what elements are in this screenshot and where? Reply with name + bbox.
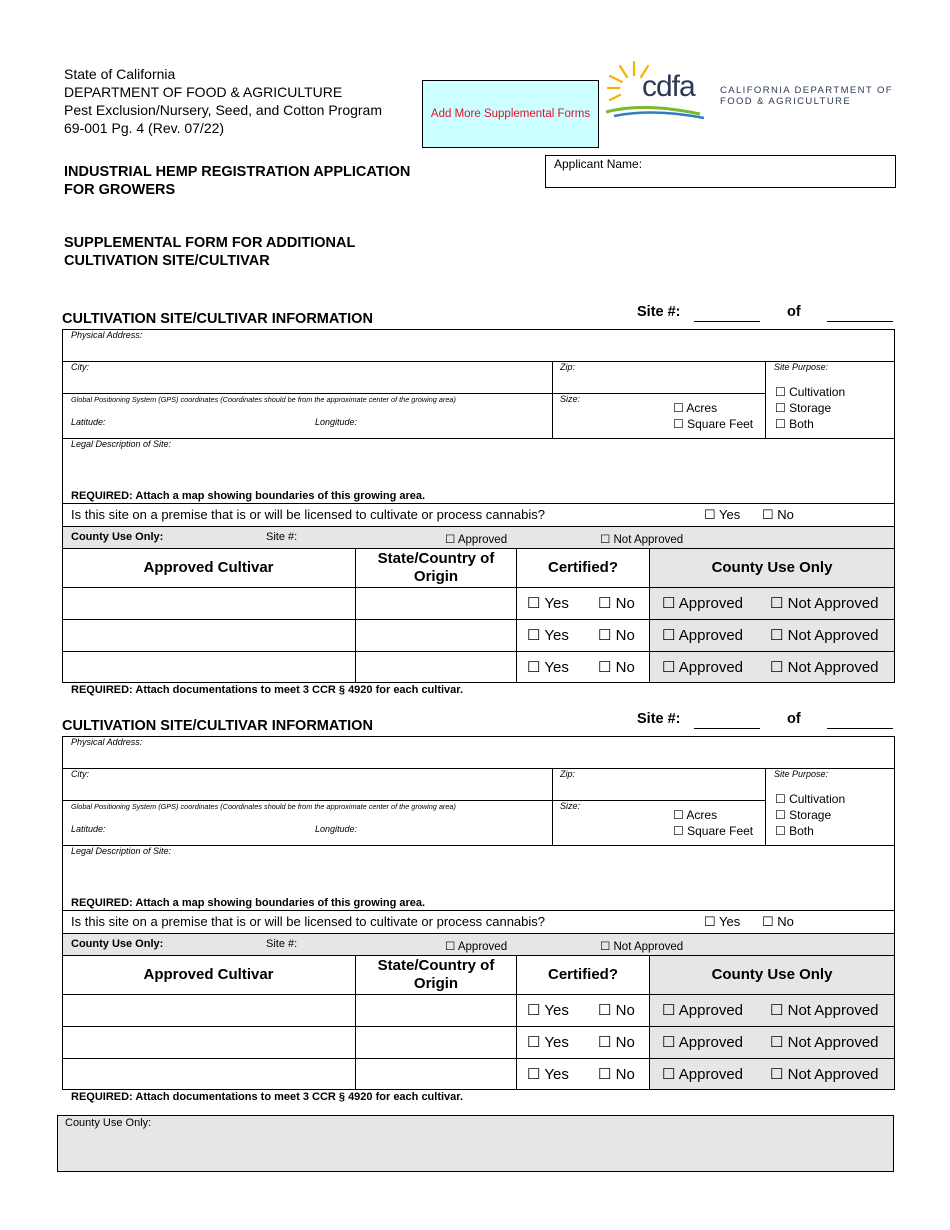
gps-label: Global Positioning System (GPS) coordinates (Coordinates should be from the approximate center of the growing area) bbox=[71, 802, 456, 811]
row-not-approved-checkbox-row-1[interactable]: ☐ Not Approved bbox=[770, 595, 879, 612]
site-number-input[interactable] bbox=[694, 728, 760, 729]
row-approved-checkbox-row-3[interactable]: ☐ Approved bbox=[662, 659, 743, 676]
zip-label: Zip: bbox=[560, 362, 576, 372]
row-approved-checkbox-row-2[interactable]: ☐ Approved bbox=[662, 1034, 743, 1051]
section-heading: CULTIVATION SITE/CULTIVAR INFORMATION bbox=[62, 718, 373, 734]
form-title-line-2: FOR GROWERS bbox=[64, 182, 176, 198]
col-approved-cultivar: Approved Cultivar bbox=[143, 559, 274, 576]
origin-input-row-1[interactable] bbox=[356, 995, 516, 1026]
row-not-approved-checkbox-row-2[interactable]: ☐ Not Approved bbox=[770, 1034, 879, 1051]
certified-yes-checkbox-row-2[interactable]: ☐ Yes bbox=[527, 627, 569, 644]
site-number-input[interactable] bbox=[694, 321, 760, 322]
logo-org-line-1: CALIFORNIA DEPARTMENT OF bbox=[720, 85, 893, 96]
origin-input-row-2[interactable] bbox=[356, 1027, 516, 1058]
certified-no-checkbox-row-1[interactable]: ☐ No bbox=[598, 1002, 635, 1019]
cultivar-input-row-2[interactable] bbox=[63, 1027, 355, 1058]
physical-address-input[interactable] bbox=[63, 341, 894, 361]
cannabis-question: Is this site on a premise that is or will be licensed to cultivate or process cannabis? bbox=[71, 507, 546, 522]
add-supplemental-forms-button[interactable]: Add More Supplemental Forms bbox=[422, 80, 599, 148]
cultivation-checkbox[interactable]: ☐ Cultivation bbox=[775, 792, 846, 806]
site-number-label: Site #: bbox=[637, 304, 681, 320]
row-approved-checkbox-row-1[interactable]: ☐ Approved bbox=[662, 595, 743, 612]
cultivar-input-row-1[interactable] bbox=[63, 588, 355, 619]
row-approved-checkbox-row-2[interactable]: ☐ Approved bbox=[662, 627, 743, 644]
cannabis-no-checkbox[interactable]: ☐ No bbox=[762, 507, 794, 522]
cultivation-site-section-2 bbox=[0, 710, 950, 1110]
legal-description-label: Legal Description of Site: bbox=[71, 846, 172, 856]
gps-label: Global Positioning System (GPS) coordinates (Coordinates should be from the approximate center of the growing area) bbox=[71, 395, 456, 404]
legal-description-input[interactable] bbox=[63, 451, 894, 487]
county-use-label: County Use Only: bbox=[71, 938, 164, 950]
size-label: Size: bbox=[560, 394, 581, 404]
cultivar-input-row-3[interactable] bbox=[63, 1059, 355, 1090]
site-purpose-label: Site Purpose: bbox=[774, 362, 829, 372]
col-county-use-only: County Use Only bbox=[711, 559, 833, 576]
form-title-line-1: INDUSTRIAL HEMP REGISTRATION APPLICATION bbox=[64, 164, 411, 180]
acres-checkbox[interactable]: ☐ Acres bbox=[673, 401, 718, 415]
storage-checkbox[interactable]: ☐ Storage bbox=[775, 401, 832, 415]
header-state: State of California bbox=[64, 66, 176, 82]
row-not-approved-checkbox-row-3[interactable]: ☐ Not Approved bbox=[770, 659, 879, 676]
logo-org-name bbox=[720, 85, 893, 107]
cultivar-input-row-1[interactable] bbox=[63, 995, 355, 1026]
physical-address-label: Physical Address: bbox=[71, 330, 143, 340]
county-not-approved-checkbox[interactable]: ☐ Not Approved bbox=[600, 941, 684, 953]
required-docs-note: REQUIRED: Attach documentations to meet 3 CCR § 4920 for each cultivar. bbox=[71, 684, 464, 696]
legal-description-input[interactable] bbox=[63, 858, 894, 894]
footer-county-use-label: County Use Only: bbox=[65, 1117, 152, 1129]
origin-input-row-3[interactable] bbox=[356, 652, 516, 683]
required-map-note: REQUIRED: Attach a map showing boundaries of this growing area. bbox=[71, 897, 426, 909]
city-input[interactable] bbox=[63, 780, 551, 800]
cultivation-site-section-1 bbox=[0, 303, 950, 703]
city-label: City: bbox=[71, 362, 89, 372]
col-origin: State/Country of Origin bbox=[377, 957, 495, 992]
site-total-input[interactable] bbox=[827, 321, 893, 322]
col-certified: Certified? bbox=[547, 559, 618, 576]
header-form-number: 69-001 Pg. 4 (Rev. 07/22) bbox=[64, 120, 225, 136]
certified-yes-checkbox-row-3[interactable]: ☐ Yes bbox=[527, 1066, 569, 1083]
county-not-approved-checkbox[interactable]: ☐ Not Approved bbox=[600, 534, 684, 546]
form-subtitle-line-1: SUPPLEMENTAL FORM FOR ADDITIONAL bbox=[64, 235, 356, 251]
both-checkbox[interactable]: ☐ Both bbox=[775, 417, 814, 431]
footer-county-use-box[interactable] bbox=[57, 1115, 894, 1172]
col-approved-cultivar: Approved Cultivar bbox=[143, 966, 274, 983]
certified-yes-checkbox-row-2[interactable]: ☐ Yes bbox=[527, 1034, 569, 1051]
form-subtitle bbox=[64, 234, 355, 270]
applicant-name-label: Applicant Name: bbox=[554, 157, 643, 171]
col-origin: State/Country of Origin bbox=[377, 550, 495, 585]
longitude-label: Longitude: bbox=[315, 417, 358, 427]
certified-no-checkbox-row-2[interactable]: ☐ No bbox=[598, 627, 635, 644]
cdfa-logo bbox=[604, 58, 714, 122]
row-not-approved-checkbox-row-1[interactable]: ☐ Not Approved bbox=[770, 1002, 879, 1019]
certified-no-checkbox-row-2[interactable]: ☐ No bbox=[598, 1034, 635, 1051]
required-map-note: REQUIRED: Attach a map showing boundaries of this growing area. bbox=[71, 490, 426, 502]
county-site-label: Site #: bbox=[266, 938, 298, 950]
site-of-label: of bbox=[787, 711, 801, 727]
zip-input[interactable] bbox=[553, 373, 764, 393]
cultivar-input-row-3[interactable] bbox=[63, 652, 355, 683]
zip-label: Zip: bbox=[560, 769, 576, 779]
city-label: City: bbox=[71, 769, 89, 779]
row-approved-checkbox-row-3[interactable]: ☐ Approved bbox=[662, 1066, 743, 1083]
header-program: Pest Exclusion/Nursery, Seed, and Cotton Program bbox=[64, 102, 383, 118]
certified-yes-checkbox-row-3[interactable]: ☐ Yes bbox=[527, 659, 569, 676]
form-subtitle-line-2: CULTIVATION SITE/CULTIVAR bbox=[64, 253, 270, 269]
logo-org-line-2: FOOD & AGRICULTURE bbox=[720, 96, 852, 107]
form-title bbox=[64, 163, 410, 199]
certified-no-checkbox-row-1[interactable]: ☐ No bbox=[598, 595, 635, 612]
legal-description-label: Legal Description of Site: bbox=[71, 439, 172, 449]
cannabis-yes-checkbox[interactable]: ☐ Yes bbox=[704, 507, 741, 522]
row-not-approved-checkbox-row-3[interactable]: ☐ Not Approved bbox=[770, 1066, 879, 1083]
both-checkbox[interactable]: ☐ Both bbox=[775, 824, 814, 838]
cultivation-checkbox[interactable]: ☐ Cultivation bbox=[775, 385, 846, 399]
col-county-use-only: County Use Only bbox=[711, 966, 833, 983]
cultivar-input-row-2[interactable] bbox=[63, 620, 355, 651]
header-department: DEPARTMENT OF FOOD & AGRICULTURE bbox=[64, 84, 343, 100]
origin-input-row-2[interactable] bbox=[356, 620, 516, 651]
physical-address-label: Physical Address: bbox=[71, 737, 143, 747]
certified-yes-checkbox-row-1[interactable]: ☐ Yes bbox=[527, 1002, 569, 1019]
site-total-input[interactable] bbox=[827, 728, 893, 729]
physical-address-input[interactable] bbox=[63, 748, 894, 768]
applicant-name-field[interactable] bbox=[545, 155, 896, 188]
row-approved-checkbox-row-1[interactable]: ☐ Approved bbox=[662, 1002, 743, 1019]
site-number-label: Site #: bbox=[637, 711, 681, 727]
certified-no-checkbox-row-3[interactable]: ☐ No bbox=[598, 659, 635, 676]
site-of-label: of bbox=[787, 304, 801, 320]
square-feet-checkbox[interactable]: ☐ Square Feet bbox=[673, 824, 754, 838]
latitude-label: Latitude: bbox=[71, 824, 106, 834]
origin-input-row-3[interactable] bbox=[356, 1059, 516, 1090]
section-heading: CULTIVATION SITE/CULTIVAR INFORMATION bbox=[62, 311, 373, 327]
zip-input[interactable] bbox=[553, 780, 764, 800]
size-label: Size: bbox=[560, 801, 581, 811]
acres-checkbox[interactable]: ☐ Acres bbox=[673, 808, 718, 822]
latitude-label: Latitude: bbox=[71, 417, 106, 427]
col-certified: Certified? bbox=[547, 966, 618, 983]
certified-yes-checkbox-row-1[interactable]: ☐ Yes bbox=[527, 595, 569, 612]
required-docs-note: REQUIRED: Attach documentations to meet 3 CCR § 4920 for each cultivar. bbox=[71, 1091, 464, 1103]
cannabis-no-checkbox[interactable]: ☐ No bbox=[762, 914, 794, 929]
cdfa-logo-text: cdfa bbox=[642, 70, 695, 103]
site-purpose-label: Site Purpose: bbox=[774, 769, 829, 779]
square-feet-checkbox[interactable]: ☐ Square Feet bbox=[673, 417, 754, 431]
row-not-approved-checkbox-row-2[interactable]: ☐ Not Approved bbox=[770, 627, 879, 644]
county-use-label: County Use Only: bbox=[71, 531, 164, 543]
county-site-label: Site #: bbox=[266, 531, 298, 543]
origin-input-row-1[interactable] bbox=[356, 588, 516, 619]
county-approved-checkbox[interactable]: ☐ Approved bbox=[445, 941, 508, 953]
cannabis-yes-checkbox[interactable]: ☐ Yes bbox=[704, 914, 741, 929]
cannabis-question: Is this site on a premise that is or will be licensed to cultivate or process cannabis? bbox=[71, 914, 546, 929]
county-approved-checkbox[interactable]: ☐ Approved bbox=[445, 534, 508, 546]
city-input[interactable] bbox=[63, 373, 551, 393]
certified-no-checkbox-row-3[interactable]: ☐ No bbox=[598, 1066, 635, 1083]
storage-checkbox[interactable]: ☐ Storage bbox=[775, 808, 832, 822]
longitude-label: Longitude: bbox=[315, 824, 358, 834]
